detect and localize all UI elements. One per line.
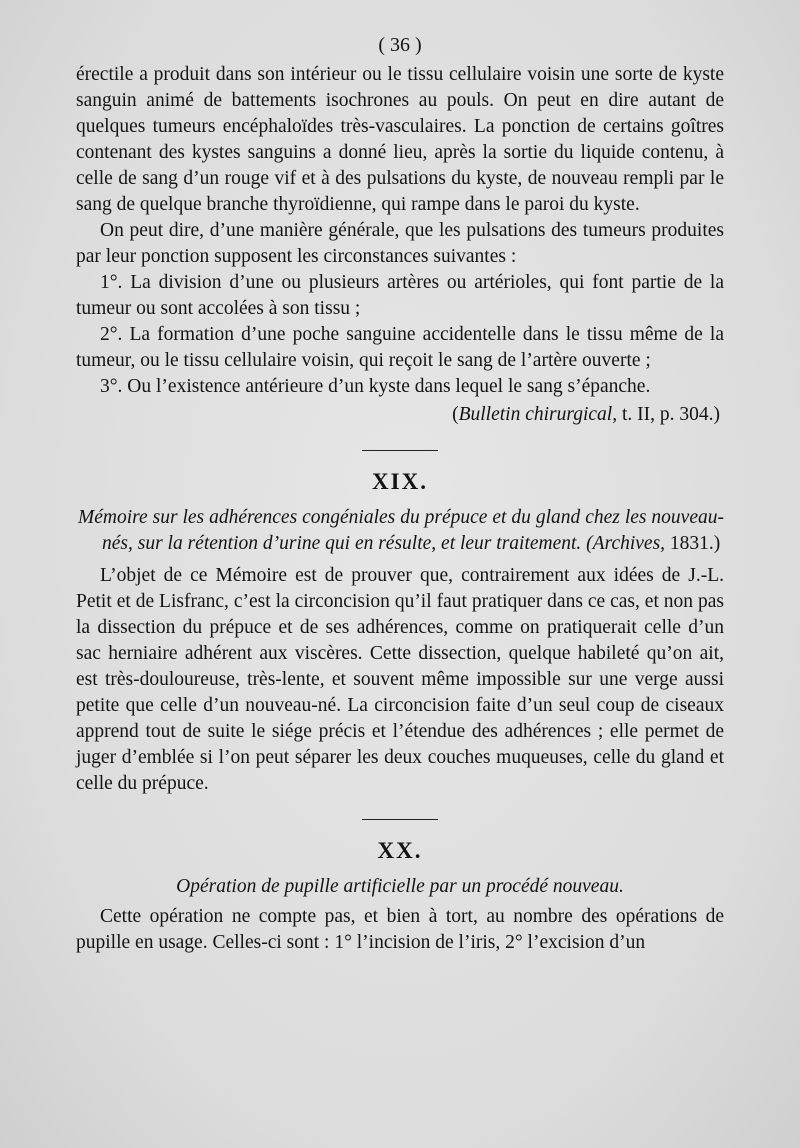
section-xix-title-source: Archives, — [592, 533, 666, 554]
page-number: ( 36 ) — [378, 34, 422, 56]
section-xix-title-text: Mémoire sur les adhérences congéniales du prépuce et du gland chez les nouveau-nés, sur la rétention d’urine qui en résulte, et leur traitement. ( — [78, 507, 724, 554]
section-xix-title-year: 1831.) — [665, 533, 721, 554]
citation-open: ( — [452, 404, 459, 425]
citation-details: t. II, p. 304.) — [617, 404, 720, 425]
section-xx-body: Cette opération ne compte pas, et bien à tort, au nombre des opérations de pupille en usage. Celles-ci sont : 1° l’incision de l’iris, 2° l’excision d’un — [76, 906, 724, 953]
section-xx-title: Opération de pupille artificielle par un procédé nouveau. — [176, 876, 624, 897]
section-xix-body: L’objet de ce Mémoire est de prouver que, contrairement aux idées de J.-L. Petit et de Lisfranc, c’est la circoncision qu’il faut pratiquer dans ce cas, et non pas la dissection du prépuce et de ses adhérences, comme on pratiquerait celle d’un sac herniaire adhérent aux viscères. Cette dissection, quelque habileté qu’on ait, est très-douloureuse, très-lente, et souvent même impossible sur une verge aussi petite que celle d’un nouveau-né. La circoncision faite d’un seul coup de ciseaux apprend tout de suite le siége précis et l’étendue des adhérences ; elle permet de juger d’emblée si l’on peut séparer les deux couches muqueuses, celle du gland et celle du prépuce. — [76, 565, 724, 794]
list-item-3: 3°. Ou l’existence antérieure d’un kyste dans lequel le sang s’épanche. — [100, 376, 651, 397]
citation-source: Bulletin chirurgical, — [458, 404, 618, 425]
citation — [76, 402, 724, 428]
page-content — [76, 32, 724, 956]
list-item-2: 2°. La formation d’une poche sanguine accidentelle dans le tissu même de la tumeur, ou le tissu cellulaire voisin, qui reçoit le sang de l’artère ouverte ; — [76, 324, 724, 371]
section-divider — [362, 450, 438, 451]
intro-paragraph: érectile a produit dans son intérieur ou le tissu cellulaire voisin une sorte de kyste sanguin animé de battements isochrones au pouls. On peut en dire autant de quelques tumeurs encéphaloïdes très-vasculaires. La ponction de certains goîtres contenant des kystes sanguins a donné lieu, après la sortie du liquide contenu, à celle de sang d’un rouge vif et à des pulsations du kyste, de nouveau rempli par le sang de quelque branche thyroïdienne, qui rampe dans le paroi du kyste. — [76, 64, 724, 215]
section-xix-title — [76, 505, 724, 557]
list-item-1: 1°. La division d’une ou plusieurs artères ou artérioles, qui font partie de la tumeur ou sont accolées à son tissu ; — [76, 272, 724, 319]
general-paragraph: On peut dire, d’une manière générale, que les pulsations des tumeurs produites par leur ponction supposent les circonstances suivantes : — [76, 220, 724, 267]
section-xx-heading: XX. — [377, 838, 423, 863]
section-divider — [362, 819, 438, 820]
section-xix-heading: XIX. — [372, 469, 428, 494]
